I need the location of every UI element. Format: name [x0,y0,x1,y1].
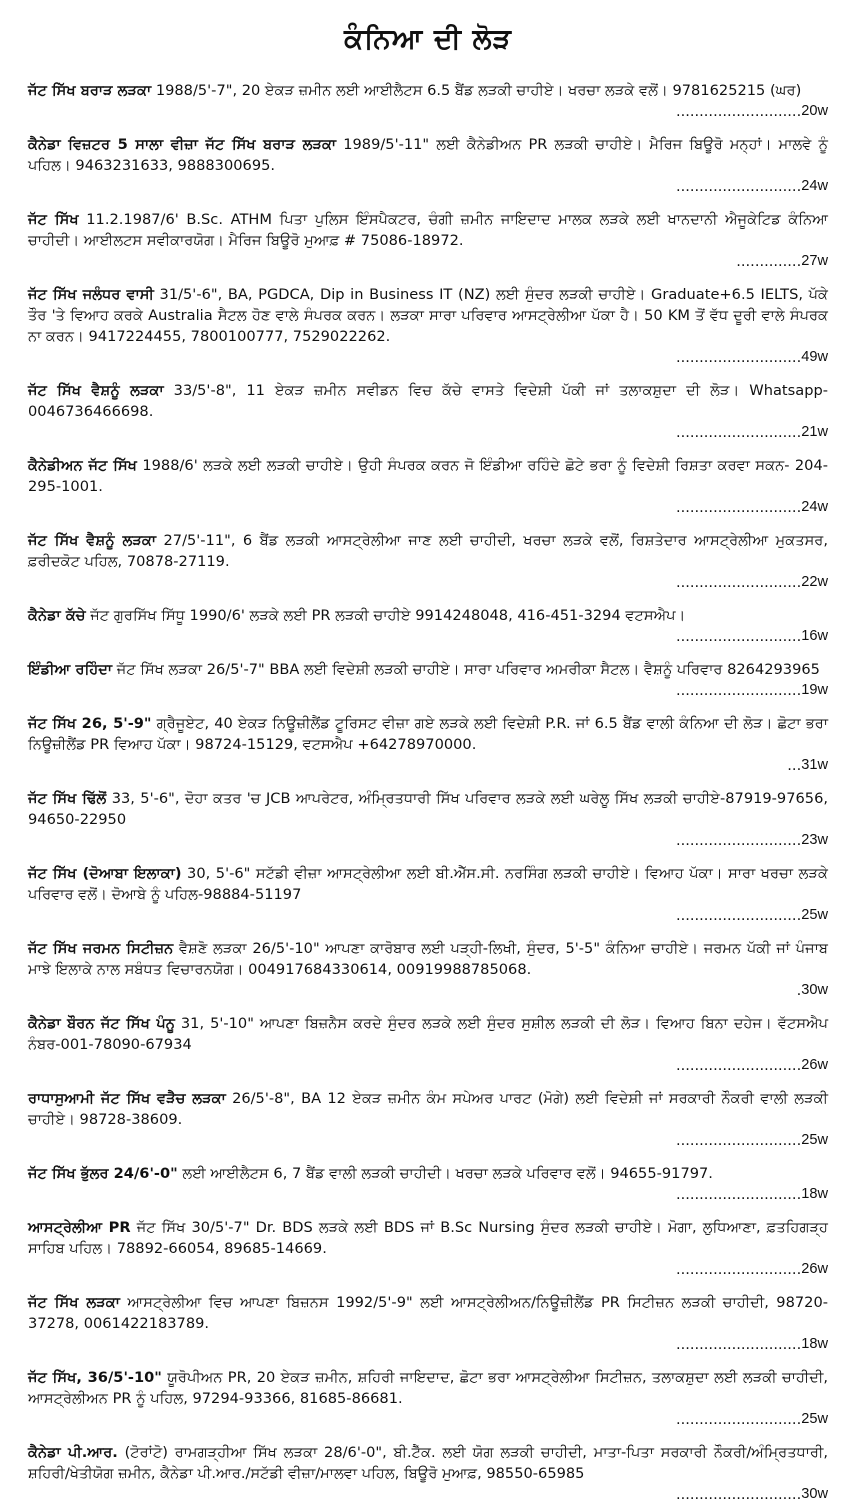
ad-leader-dots: ........................... [675,1261,802,1278]
ad-body [28,380,828,422]
ad-text: ਜੱਟ ਸਿੱਖ 30/5'-7" Dr. BDS ਲੜਕੇ ਲਈ BDS ਜਾਂ B.Sc Nursing ਸੁੰਦਰ ਲੜਕੀ ਚਾਹੀਏ। ਮੋਗਾ, ਲੁਧਿਆਣਾ, ਫ਼ਤਹਿਗੜ੍ਹ ਸਾਹਿਬ ਪਹਿਲ। 78892-66054, 89685-14669. [28,1219,828,1257]
ad-code: 30w [801,982,828,998]
classified-ad [28,863,828,926]
ad-code-line [28,680,828,701]
classified-ad [28,713,828,776]
ad-code: 21w [801,424,828,440]
ad-code-line [28,422,828,443]
ad-text: 11.2.1987/6' B.Sc. ATHM ਪਿਤਾ ਪੁਲਿਸ ਇੰਸਪੈਕਟਰ, ਚੰਗੀ ਜ਼ਮੀਨ ਜਾਇਦਾਦ ਮਾਲਕ ਲੜਕੇ ਲਈ ਖਾਨਦਾਨੀ ਐਜੂਕੇਟਿਡ ਕੰਨਿਆ ਚਾਹੀਦੀ। ਆਈਲਟਸ ਸਵੀਕਾਰਯੋਗ। ਮੈਰਿਜ ਬਿਊਰੋ ਮੁਆਫ਼ # 75086-18972. [28,211,828,249]
ad-heading: ਜੱਟ ਸਿੱਖ ਵੈਸ਼ਨੂੰ ਲੜਕਾ [28,382,164,399]
ad-body [28,1088,828,1130]
ad-leader-dots: ........................... [675,1336,802,1353]
ad-leader-dots: ........................... [675,1486,802,1503]
ad-text: ਗ੍ਰੈਜੂਏਟ, 40 ਏਕੜ ਨਿਊਜ਼ੀਲੈਂਡ ਟੂਰਿਸਟ ਵੀਜ਼ਾ ਗਏ ਲੜਕੇ ਲਈ ਵਿਦੇਸ਼ੀ P.R. ਜਾਂ 6.5 ਬੈਂਡ ਵਾਲੀ ਕੰਨਿਆ ਦੀ ਲੋੜ। ਛੋਟਾ ਭਰਾ ਨਿਊਜ਼ੀਲੈਂਡ PR ਵਿਆਹ ਪੱਕਾ। 98724-15129, ਵਟਸਐਪ +64278970000. [28,715,828,753]
ad-code: 25w [801,907,828,923]
classified-ad [28,80,828,122]
ad-text: 31, 5'-10" ਆਪਣਾ ਬਿਜ਼ਨੈਸ ਕਰਦੇ ਸੁੰਦਰ ਲੜਕੇ ਲਈ ਸੁੰਦਰ ਸੁਸ਼ੀਲ ਲੜਕੀ ਦੀ ਲੋੜ। ਵਿਆਹ ਬਿਨਾ ਦਹੇਜ। ਵੱਟਸਐਪ ਨੰਬਰ-001-78090-67934 [28,1015,828,1053]
ad-code-line [28,1334,828,1355]
ad-code-line [28,905,828,926]
ad-heading: ਜੱਟ ਸਿੱਖ ਵੈਸ਼ਨੂੰ ਲੜਕਾ [28,532,157,549]
ad-code-line [28,1484,828,1505]
ad-leader-dots: ........................... [675,682,802,699]
ad-heading: ਆਸਟ੍ਰੇਲੀਆ PR [28,1219,131,1236]
ad-body [28,284,828,347]
ad-text: ਵੈਸ਼ਣੋ ਲੜਕਾ 26/5'-10" ਆਪਣਾ ਕਾਰੋਬਾਰ ਲਈ ਪੜ੍ਹੀ-ਲਿਖੀ, ਸੁੰਦਰ, 5'-5" ਕੰਨਿਆ ਚਾਹੀਏ। ਜਰਮਨ ਪੱਕੀ ਜਾਂ ਪੰਜਾਬ ਮਾਝੇ ਇਲਾਕੇ ਨਾਲ ਸਬੰਧਤ ਵਿਚਾਰਨਯੋਗ। 004917684330614, 00919988785068. [28,940,828,978]
classified-ad [28,788,828,851]
ad-body [28,659,828,680]
ad-leader-dots: ........................... [675,907,802,924]
ad-code: 31w [801,757,828,773]
classified-ad [28,134,828,197]
ad-leader-dots: ........................... [675,574,802,591]
ad-body [28,788,828,830]
ad-body [28,134,828,176]
ad-code: 22w [801,574,828,590]
ad-text: ਲਈ ਆਈਲੈਟਸ 6, 7 ਬੈਂਡ ਵਾਲੀ ਲੜਕੀ ਚਾਹੀਦੀ। ਖਰਚਾ ਲੜਕੇ ਪਰਿਵਾਰ ਵਲੋਂ। 94655-91797. [177,1165,713,1182]
ad-body [28,530,828,572]
classified-ad [28,1217,828,1280]
ad-text: 33, 5'-6", ਦੋਹਾ ਕਤਰ 'ਚ JCB ਆਪਰੇਟਰ, ਅੰਮ੍ਰਿਤਧਾਰੀ ਸਿੱਖ ਪਰਿਵਾਰ ਲੜਕੇ ਲਈ ਘਰੇਲੂ ਸਿੱਖ ਲੜਕੀ ਚਾਹੀਏ-87919-97656, 94650-22950 [28,790,829,828]
classified-ad [28,1163,828,1205]
ad-code-line [28,572,828,593]
ad-text: 1988/6' ਲੜਕੇ ਲਈ ਲੜਕੀ ਚਾਹੀਏ। ਉਹੀ ਸੰਪਰਕ ਕਰਨ ਜੋ ਇੰਡੀਆ ਰਹਿੰਦੇ ਛੋਟੇ ਭਰਾ ਨੂੰ ਵਿਦੇਸ਼ੀ ਰਿਸ਼ਤਾ ਕਰਵਾ ਸਕਨ- 204-295-1001. [28,457,829,495]
ad-leader-dots: ... [787,757,802,774]
ad-code: 20w [801,103,828,119]
ad-body [28,863,828,905]
ad-text: 1989/5'-11" ਲਈ ਕੈਨੇਡੀਅਨ PR ਲੜਕੀ ਚਾਹੀਏ। ਮੈਰਿਜ ਬਿਊਰੋ ਮਨ੍ਹਾਂ। ਮਾਲਵੇ ਨੂੰ ਪਹਿਲ। 9463231633, 9888300695. [28,136,829,174]
classified-ad [28,284,828,368]
ad-leader-dots: ........................... [675,1057,802,1074]
ad-code-line [28,347,828,368]
classified-ad [28,530,828,593]
ad-text: 33/5'-8", 11 ਏਕੜ ਜ਼ਮੀਨ ਸਵੀਡਨ ਵਿਚ ਕੱਚੇ ਵਾਸਤੇ ਵਿਦੇਸ਼ੀ ਪੱਕੀ ਜਾਂ ਤਲਾਕਸ਼ੁਦਾ ਦੀ ਲੋੜ। Whatsapp-0046736466698. [28,382,828,420]
ad-heading: ਰਾਧਾਸੁਆਮੀ ਜੱਟ ਸਿੱਖ ਵੜੈਚ ਲੜਕਾ [28,1090,226,1107]
ad-body [28,209,828,251]
ad-body [28,605,828,626]
classified-ad [28,455,828,518]
ad-body [28,455,828,497]
ad-code-line [28,1184,828,1205]
ad-leader-dots: ........................... [675,349,802,366]
ad-code-line [28,755,828,776]
ad-leader-dots: ........................... [675,103,802,120]
ad-heading: ਇੰਡੀਆ ਰਹਿੰਦਾ [28,661,113,678]
ad-heading: ਜੱਟ ਸਿੱਖ ਭੁੱਲਰ 24/6'-0" [28,1165,178,1182]
ad-code: 18w [801,1186,828,1202]
ad-code-line [28,176,828,197]
ad-text: ਆਸਟ੍ਰੇਲੀਆ ਵਿਚ ਆਪਣਾ ਬਿਜ਼ਨਸ 1992/5'-9" ਲਈ ਆਸਟ੍ਰੇਲੀਅਨ/ਨਿਊਜ਼ੀਲੈਂਡ PR ਸਿਟੀਜ਼ਨ ਲੜਕੀ ਚਾਹੀਦੀ, 98720-37278, 0061422183789. [28,1294,828,1332]
ad-code-line [28,1130,828,1151]
ad-heading: ਜੱਟ ਸਿੱਖ, 36/5'-10" [28,1369,162,1386]
ad-heading: ਕੈਨੇਡਾ ਵਿਜ਼ਟਰ 5 ਸਾਲਾ ਵੀਜ਼ਾ ਜੱਟ ਸਿੱਖ ਬਰਾੜ ਲੜਕਾ [28,136,337,153]
ad-text: 30, 5'-6" ਸਟੱਡੀ ਵੀਜ਼ਾ ਆਸਟ੍ਰੇਲੀਆ ਲਈ ਬੀ.ਐੱਸ.ਸੀ. ਨਰਸਿੰਗ ਲੜਕੀ ਚਾਹੀਏ। ਵਿਆਹ ਪੱਕਾ। ਸਾਰਾ ਖਰਚਾ ਲੜਕੇ ਪਰਿਵਾਰ ਵਲੋਂ। ਦੋਆਬੇ ਨੂੰ ਪਹਿਲ-98884-51197 [28,865,828,903]
ad-heading: ਜੱਟ ਸਿੱਖ ਲੜਕਾ [28,1294,120,1311]
ad-body [28,938,828,980]
ad-code-line [28,497,828,518]
classified-ad [28,1013,828,1076]
ad-body [28,80,828,101]
ad-heading: ਕੈਨੇਡਾ ਕੱਚੇ [28,607,86,624]
ad-leader-dots: ........................... [675,832,802,849]
ad-body [28,1217,828,1259]
ad-code-line [28,101,828,122]
page-title: ਕੰਨਿਆ ਦੀ ਲੋੜ [344,22,512,55]
ad-leader-dots: ........................... [675,499,802,516]
ad-heading: ਕੈਨੇਡਾ ਬੌਰਨ ਜੱਟ ਸਿੱਖ ਪੰਨੂ [28,1015,175,1032]
ad-code-line [28,1409,828,1430]
ad-heading: ਜੱਟ ਸਿੱਖ (ਦੋਆਬਾ ਇਲਾਕਾ) [28,865,182,882]
ad-leader-dots: . [796,982,802,999]
ad-text: 1988/5'-7", 20 ਏਕੜ ਜ਼ਮੀਨ ਲਈ ਆਈਲੈਟਸ 6.5 ਬੈਂਡ ਲੜਕੀ ਚਾਹੀਏ। ਖਰਚਾ ਲੜਕੇ ਵਲੋਂ। 9781625215 (ਘਰ) [151,82,802,99]
ad-leader-dots: .............. [736,253,802,270]
ad-code-line [28,1055,828,1076]
ad-leader-dots: ........................... [675,1132,802,1149]
ad-heading: ਜੱਟ ਸਿੱਖ 26, 5'-9" [28,715,152,732]
ad-heading: ਜੱਟ ਸਿੱਖ ਬਰਾੜ ਲੜਕਾ [28,82,152,99]
ad-text: 26/5'-8", BA 12 ਏਕੜ ਜ਼ਮੀਨ ਕੰਮ ਸਪੇਅਰ ਪਾਰਟ (ਮੋਗੇ) ਲਈ ਵਿਦੇਸ਼ੀ ਜਾਂ ਸਰਕਾਰੀ ਨੌਕਰੀ ਵਾਲੀ ਲੜਕੀ ਚਾਹੀਏ। 98728-38609. [28,1090,828,1128]
ad-heading: ਕੈਨੇਡੀਅਨ ਜੱਟ ਸਿੱਖ [28,457,137,474]
classified-ad [28,1292,828,1355]
ad-heading: ਜੱਟ ਸਿੱਖ ਢਿੱਲੋਂ [28,790,107,807]
ad-body [28,1292,828,1334]
ad-code: 23w [801,832,828,848]
ad-heading: ਜੱਟ ਸਿੱਖ [28,211,79,228]
ad-code-line [28,980,828,1001]
ad-code-line [28,251,828,272]
ad-code: 24w [801,499,828,515]
ad-code: 25w [801,1411,828,1427]
classified-ad [28,1442,828,1505]
ad-code: 26w [801,1057,828,1073]
ad-code: 25w [801,1132,828,1148]
classified-ad [28,380,828,443]
ad-code: 18w [801,1336,828,1352]
classified-ad [28,209,828,272]
ad-code: 26w [801,1261,828,1277]
ad-code: 24w [801,178,828,194]
ad-code: 16w [801,628,828,644]
ad-code-line [28,830,828,851]
ad-leader-dots: ........................... [675,178,802,195]
ad-code: 30w [801,1486,828,1502]
ad-body [28,1367,828,1409]
ad-code-line [28,626,828,647]
ad-body [28,1163,828,1184]
ad-heading: ਕੈਨੇਡਾ ਪੀ.ਆਰ. [28,1444,118,1461]
ad-heading: ਜੱਟ ਸਿੱਖ ਜਲੰਧਰ ਵਾਸੀ [28,286,154,303]
ad-code: 49w [801,349,828,365]
ad-code-line [28,1259,828,1280]
ad-body [28,1442,828,1484]
ad-leader-dots: ........................... [675,424,802,441]
ad-text: (ਟੋਰਾਂਟੋ) ਰਾਮਗੜ੍ਹੀਆ ਸਿੱਖ ਲੜਕਾ 28/6'-0", ਬੀ.ਟੈੱਕ. ਲਈ ਯੋਗ ਲੜਕੀ ਚਾਹੀਦੀ, ਮਾਤਾ-ਪਿਤਾ ਸਰਕਾਰੀ ਨੌਕਰੀ/ਅੰਮ੍ਰਿਤਧਾਰੀ, ਸ਼ਹਿਰੀ/ਖੇਤੀਯੋਗ ਜ਼ਮੀਨ, ਕੈਨੇਡਾ ਪੀ.ਆਰ./ਸਟੱਡੀ ਵੀਜ਼ਾ/ਮਾਲਵਾ ਪਹਿਲ, ਬਿਊਰੋ ਮੁਆਫ਼, 98550-65985 [28,1444,828,1482]
ad-text: ਜੱਟ ਸਿੱਖ ਲੜਕਾ 26/5'-7" BBA ਲਈ ਵਿਦੇਸ਼ੀ ਲੜਕੀ ਚਾਹੀਏ। ਸਾਰਾ ਪਰਿਵਾਰ ਅਮਰੀਕਾ ਸੈਟਲ। ਵੈਸ਼ਨੂੰ ਪਰਿਵਾਰ 8264293965 [112,661,820,678]
ad-leader-dots: ........................... [675,1411,802,1428]
ad-leader-dots: ........................... [675,628,802,645]
ad-body [28,713,828,755]
classified-ad [28,605,828,647]
ads-list [28,80,828,1505]
classified-ad [28,1088,828,1151]
ad-text: ਜੱਟ ਗੁਰਸਿੱਖ ਸਿੱਧੂ 1990/6' ਲੜਕੇ ਲਈ PR ਲੜਕੀ ਚਾਹੀਏ 9914248048, 416-451-3294 ਵਟਸਐਪ। [85,607,686,624]
ad-text: ਯੂਰੋਪੀਅਨ PR, 20 ਏਕੜ ਜ਼ਮੀਨ, ਸ਼ਹਿਰੀ ਜਾਇਦਾਦ, ਛੋਟਾ ਭਰਾ ਆਸਟ੍ਰੇਲੀਆ ਸਿਟੀਜ਼ਨ, ਤਲਾਕਸ਼ੁਦਾ ਲਈ ਲੜਕੀ ਚਾਹੀਦੀ, ਆਸਟ੍ਰੇਲੀਅਨ PR ਨੂੰ ਪਹਿਲ, 97294-93366, 81685-86681. [28,1369,828,1407]
ad-body [28,1013,828,1055]
ad-code: 19w [801,682,828,698]
classified-ad [28,1367,828,1430]
ad-code: 27w [801,253,828,269]
ad-text: 27/5'-11", 6 ਬੈਂਡ ਲੜਕੀ ਆਸਟ੍ਰੇਲੀਆ ਜਾਣ ਲਈ ਚਾਹੀਦੀ, ਖਰਚਾ ਲੜਕੇ ਵਲੋਂ, ਰਿਸ਼ਤੇਦਾਰ ਆਸਟ੍ਰੇਲੀਆ ਮੁਕਤਸਰ, ਫ਼ਰੀਦਕੋਟ ਪਹਿਲ, 70878-27119. [28,532,828,570]
ad-leader-dots: ........................... [675,1186,802,1203]
classified-ad [28,938,828,1001]
classified-ad [28,659,828,701]
ad-heading: ਜੱਟ ਸਿੱਖ ਜਰਮਨ ਸਿਟੀਜ਼ਨ [28,940,174,957]
ad-text: 31/5'-6", BA, PGDCA, Dip in Business IT (NZ) ਲਈ ਸੁੰਦਰ ਲੜਕੀ ਚਾਹੀਏ। Graduate+6.5 IELTS, ਪੱਕੇ ਤੌਰ 'ਤੇ ਵਿਆਹ ਕਰਕੇ Australia ਸੈਟਲ ਹੋਣ ਵਾਲੇ ਸੰਪਰਕ ਕਰਨ। ਲੜਕਾ ਸਾਰਾ ਪਰਿਵਾਰ ਆਸਟ੍ਰੇਲੀਆ ਪੱਕਾ ਹੈ। 50 KM ਤੋਂ ਵੱਧ ਦੂਰੀ ਵਾਲੇ ਸੰਪਰਕ ਨਾ ਕਰਨ। 9417224455, 7800100777, 7529022262. [28,286,828,345]
